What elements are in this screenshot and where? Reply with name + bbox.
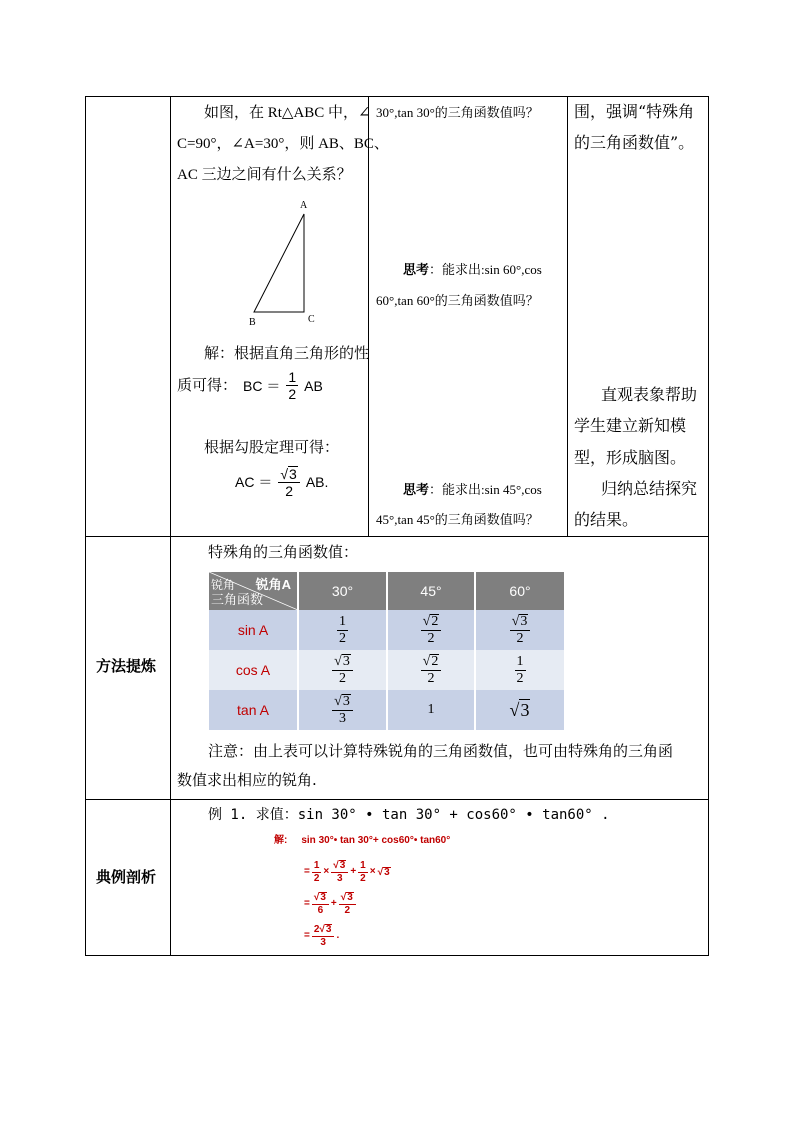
- table-corner-cell: [209, 572, 298, 610]
- eq1-rhs: AB: [304, 377, 323, 394]
- col3-divider: [567, 96, 568, 537]
- corner-top-label: 锐角A: [255, 577, 291, 592]
- left-border: [85, 96, 86, 956]
- question-2-line-2: 60°,tan 60°的三角函数值吗？: [376, 293, 539, 308]
- function-cos: cos A: [235, 662, 271, 678]
- purpose-line-1: 围，强调“特殊角: [574, 102, 695, 121]
- eq1-fraction: [286, 370, 298, 401]
- tan-45-cell: 1: [387, 690, 475, 730]
- vertex-label-a: A: [300, 200, 308, 211]
- example-analysis-label: 典例剖析: [96, 868, 157, 886]
- table-bottom-border: [85, 955, 709, 956]
- intro-line-2: C=90°，∠A=30°，则 AB、BC、: [177, 136, 389, 152]
- table-top-border: [85, 96, 709, 97]
- eq2-lhs: AC ＝: [235, 474, 273, 490]
- question-3-think: 思考: [403, 482, 430, 497]
- sin-30-cell: $\frac{1}{2}$: [298, 610, 387, 650]
- question-3-line-2: 45°,tan 45°的三角函数值吗？: [376, 512, 539, 527]
- question-2-rest: ：能求出:sin 60°,cos: [429, 262, 542, 277]
- example-1-question: 例 1. 求值：sin 30° • tan 30° + cos60° • tan60° .: [208, 807, 610, 823]
- col1-divider: [170, 96, 171, 956]
- triangle-abc: [254, 214, 304, 312]
- col2-divider: [368, 96, 369, 537]
- solution-prefix: 质可得：: [177, 376, 238, 394]
- question-3-rest: ：能求出:sin 45°,cos: [429, 482, 542, 497]
- note-line-1: 注意：由上表可以计算特殊锐角的三角函数值，也可由特殊角的三角函: [208, 742, 674, 760]
- special-angle-heading: 特殊角的三角函数值：: [208, 543, 359, 561]
- solution-step-1: = $\frac{1}{2}$ × √ 3 3 + $\frac{1}{2}$ × √ 3: [304, 859, 390, 884]
- corner-left-label: 锐角: [211, 578, 236, 592]
- solution-line-2: [177, 370, 323, 401]
- right-triangle-figure: [240, 196, 330, 328]
- solution-prefix-label: 解:: [274, 835, 288, 846]
- cos-30-cell: √ 3 2: [298, 650, 387, 690]
- solution-expression: sin 30°• tan 30°+ cos60°• tan60°: [301, 835, 451, 846]
- purpose-line-4: 学生建立新知模: [574, 416, 687, 435]
- purpose-line-2: 的三角函数值”。: [574, 133, 695, 152]
- tan-60-cell: √ 3: [475, 690, 564, 730]
- solution-step-3: = 2 √ 3 3 .: [304, 924, 340, 948]
- row1-bottom-border: [85, 536, 709, 537]
- vertex-label-c: C: [308, 314, 315, 325]
- eq2-den: 2: [285, 483, 293, 499]
- right-border: [708, 96, 709, 956]
- eq2-radicand: 3: [289, 466, 297, 482]
- purpose-line-3: 直观表象帮助: [601, 385, 698, 404]
- special-angle-table: [209, 572, 564, 730]
- cos-45-cell: √ 2 2: [387, 650, 475, 690]
- question-3-line-1: [403, 483, 542, 496]
- row2-bottom-border: [85, 799, 709, 800]
- intro-line-3: AC 三边之间有什么关系？: [177, 167, 352, 183]
- function-sin: sin A: [237, 622, 269, 638]
- eq2-rhs: AB.: [305, 474, 329, 490]
- corner-bottom-label: 三角函数: [211, 592, 264, 607]
- question-2-line-1: [403, 263, 542, 276]
- sin-45-cell: √ 2 2: [387, 610, 475, 650]
- intro-line-1: 如图，在 Rt△ABC 中，∠: [204, 105, 371, 121]
- angle-header-45: 45°: [387, 572, 475, 610]
- solution-header: [274, 836, 450, 846]
- eq1-lhs: BC ＝: [243, 377, 281, 394]
- purpose-line-5: 型，形成脑图。: [574, 448, 687, 467]
- question-1-line: 30°,tan 30°的三角函数值吗？: [376, 105, 539, 120]
- note-line-2: 数值求出相应的锐角.: [177, 771, 317, 789]
- equation-2: [235, 466, 328, 498]
- question-2-think: 思考: [403, 262, 430, 277]
- solution-line-1: 解：根据直角三角形的性: [204, 344, 370, 362]
- angle-header-60: 60°: [475, 572, 564, 610]
- solution-step-2: = √ 3 6 + √ 3 2: [304, 892, 356, 916]
- sin-60-cell: √ 3 2: [475, 610, 564, 650]
- eq1-den: 2: [288, 386, 297, 402]
- pythagoras-line: 根据勾股定理可得：: [204, 438, 340, 456]
- eq1-num: 1: [288, 369, 297, 385]
- purpose-line-7: 的结果。: [574, 510, 639, 529]
- vertex-label-b: B: [249, 317, 256, 328]
- example-solution: [274, 835, 451, 948]
- eq2-fraction: √ 3 2: [278, 466, 299, 498]
- function-tan: tan A: [237, 702, 269, 718]
- tan-30-cell: √ 3 3: [298, 690, 387, 730]
- cos-60-cell: $\frac{1}{2}$: [475, 650, 564, 690]
- purpose-line-6: 归纳总结探究: [601, 479, 698, 498]
- angle-header-30: 30°: [298, 572, 387, 610]
- method-summary-label: 方法提炼: [96, 657, 157, 675]
